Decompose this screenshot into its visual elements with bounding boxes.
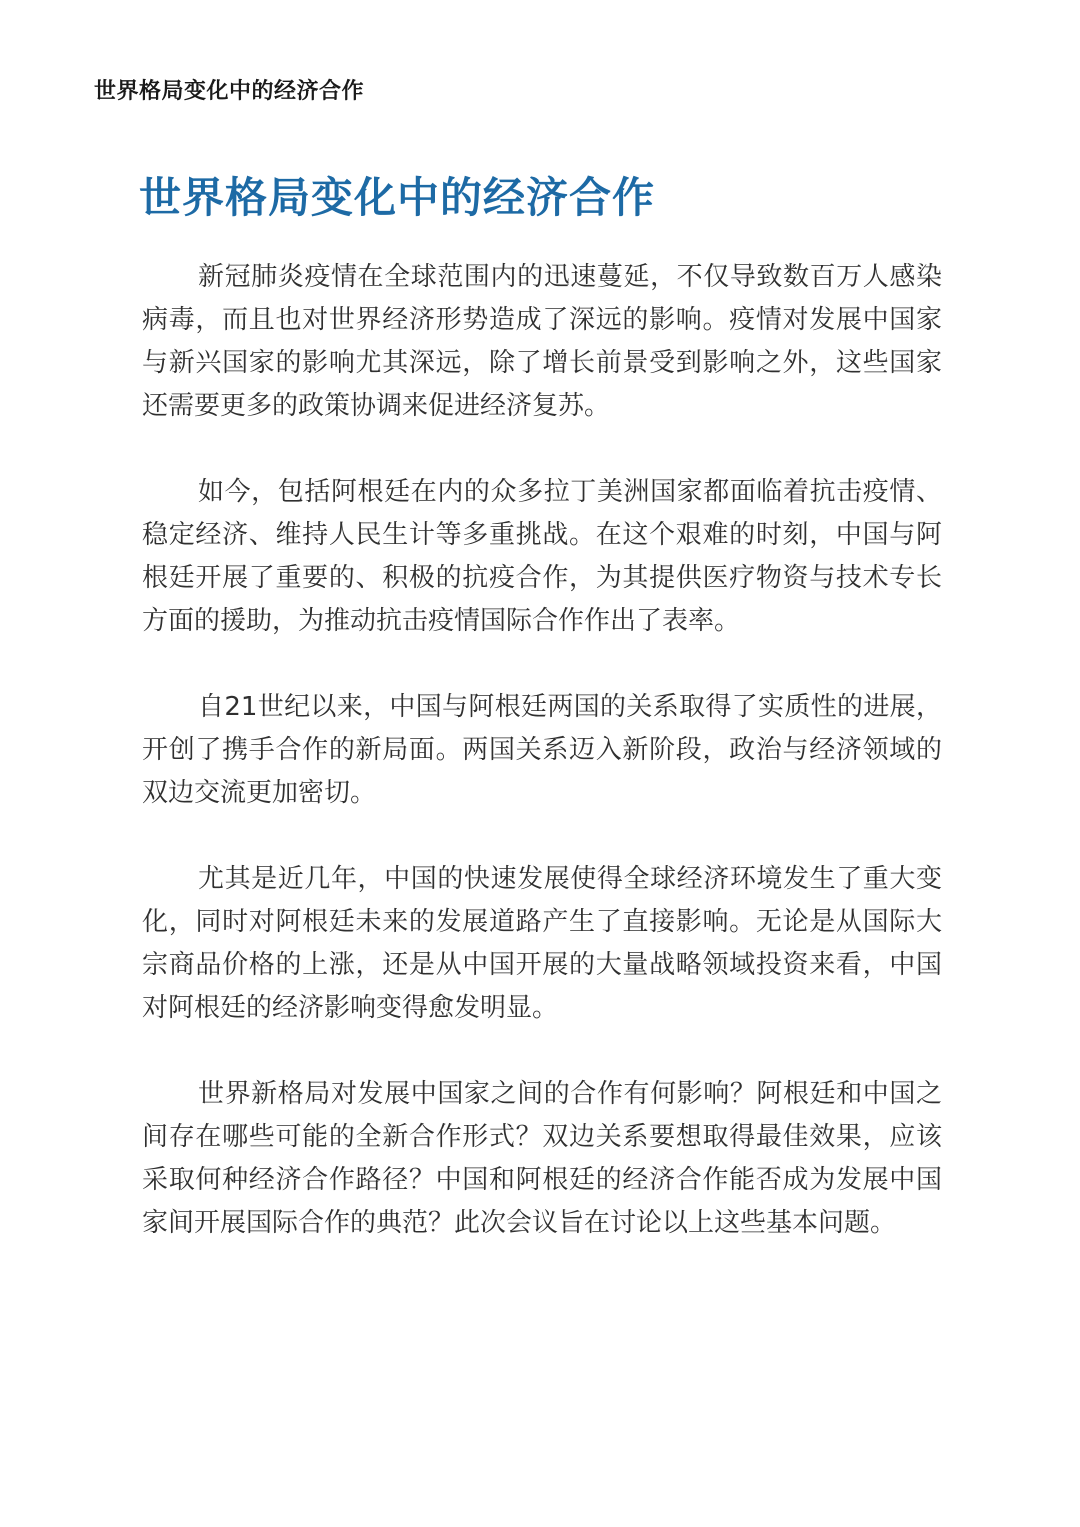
running-header: 世界格局变化中的经济合作 — [94, 79, 365, 104]
paragraph-1: 新冠肺炎疫情在全球范围内的迅速蔓延，不仅导致数百万人感染病毒，而且也对世界经济形势造成了深远的影响。疫情对发展中国家与新兴国家的影响尤其深远，除了增长前景受到影响之外，这些国家还需要更多的政策协调来促进经济复苏。 — [142, 262, 942, 421]
paragraph-5: 世界新格局对发展中国家之间的合作有何影响？阿根廷和中国之间存在哪些可能的全新合作形式？双边关系要想取得最佳效果，应该采取何种经济合作路径？中国和阿根廷的经济合作能否成为发展中国家间开展国际合作的典范？此次会议旨在讨论以上这些基本问题。 — [142, 1079, 942, 1238]
paragraph-2: 如今，包括阿根廷在内的众多拉丁美洲国家都面临着抗击疫情、稳定经济、维持人民生计等多重挑战。在这个艰难的时刻，中国与阿根廷开展了重要的、积极的抗疫合作，为其提供医疗物资与技术专长方面的援助，为推动抗击疫情国际合作作出了表率。 — [142, 477, 942, 636]
paragraph-4: 尤其是近几年，中国的快速发展使得全球经济环境发生了重大变化，同时对阿根廷未来的发展道路产生了直接影响。无论是从国际大宗商品价格的上涨，还是从中国开展的大量战略领域投资来看，中国对阿根廷的经济影响变得愈发明显。 — [142, 864, 942, 1023]
paragraph-3: 自21世纪以来，中国与阿根廷两国的关系取得了实质性的进展，开创了携手合作的新局面。两国关系迈入新阶段，政治与经济领域的双边交流更加密切。 — [142, 692, 942, 808]
article-body — [142, 256, 942, 1288]
page-title: 世界格局变化中的经济合作 — [139, 173, 656, 222]
